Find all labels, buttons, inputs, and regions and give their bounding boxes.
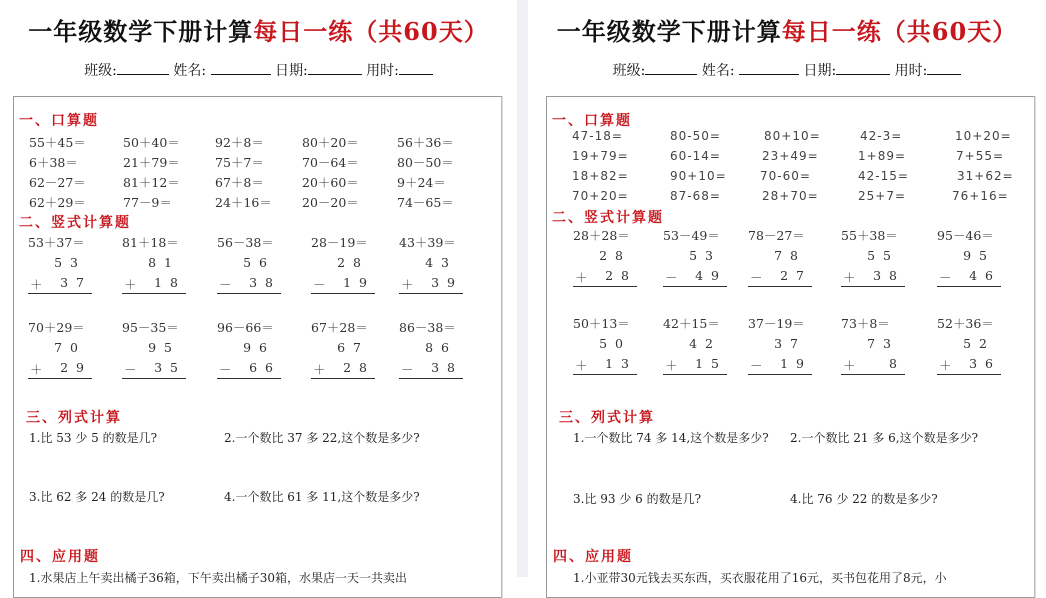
applied-question: 1.小亚带30元钱去买东西，买衣服花用了16元，买书包花用了8元，小 xyxy=(573,571,947,585)
student-info-row xyxy=(0,60,517,80)
vertical-expr: 78－27＝ xyxy=(748,228,805,243)
vertical-top: 67 xyxy=(337,340,369,355)
oral-item: 25+7= xyxy=(858,189,907,203)
date-blank[interactable] xyxy=(836,60,890,75)
oral-item: 18+82= xyxy=(572,169,629,183)
oral-item: 7+55= xyxy=(956,149,1005,163)
operator: ＋ xyxy=(124,277,137,292)
vertical-top: 42 xyxy=(689,336,721,351)
vertical-bottom: 28 xyxy=(605,268,637,283)
operator: ＋ xyxy=(939,358,952,373)
oral-item: 24＋16＝ xyxy=(215,195,272,210)
vertical-bottom-row xyxy=(217,360,281,379)
vertical-problem xyxy=(841,226,905,285)
title-highlight: 每日一练（共60天） xyxy=(253,17,489,46)
time-blank[interactable] xyxy=(927,60,961,75)
oral-item: 56＋36＝ xyxy=(397,135,454,150)
oral-item: 9＋24＝ xyxy=(397,175,446,190)
vertical-bottom: 38 xyxy=(431,360,463,375)
vertical-top: 53 xyxy=(54,255,86,270)
oral-item: 81＋12＝ xyxy=(123,175,180,190)
section-written-heading: 三、列式计算 xyxy=(26,410,122,426)
vertical-problem xyxy=(937,314,1001,373)
written-question: 1.比 53 少 5 的数是几? xyxy=(29,431,158,445)
operator: ＋ xyxy=(665,358,678,373)
name-label: 姓名: xyxy=(173,63,207,79)
vertical-top: 81 xyxy=(148,255,180,270)
vertical-bottom-row xyxy=(937,268,1001,287)
page-divider xyxy=(517,0,528,577)
page-title xyxy=(0,12,517,47)
oral-item: 55＋45＝ xyxy=(29,135,86,150)
vertical-bottom: 38 xyxy=(873,268,905,283)
vertical-bottom-row xyxy=(28,360,92,379)
date-label: 日期: xyxy=(803,63,837,79)
vertical-top: 43 xyxy=(425,255,457,270)
class-label: 班级: xyxy=(612,63,646,79)
vertical-problem xyxy=(748,226,812,285)
oral-item: 23+49= xyxy=(762,149,819,163)
written-question: 3.比 93 少 6 的数是几? xyxy=(573,492,702,506)
vertical-expr: 55＋38＝ xyxy=(841,228,898,243)
oral-item: 10+20= xyxy=(955,129,1012,143)
vertical-top: 78 xyxy=(774,248,806,263)
vertical-expr: 52＋36＝ xyxy=(937,316,994,331)
written-question: 2.一个数比 21 多 6,这个数是多少? xyxy=(790,431,979,445)
vertical-expr: 28＋28＝ xyxy=(573,228,630,243)
vertical-expr: 42＋15＝ xyxy=(663,316,720,331)
vertical-bottom: 46 xyxy=(969,268,1001,283)
oral-item: 50＋40＝ xyxy=(123,135,180,150)
vertical-expr: 95－46＝ xyxy=(937,228,994,243)
operator: － xyxy=(401,362,414,377)
vertical-problem xyxy=(122,233,186,292)
worksheet-page-2 xyxy=(528,0,1046,585)
vertical-bottom-row xyxy=(311,275,375,294)
oral-item: 70+20= xyxy=(572,189,629,203)
vertical-problem xyxy=(311,233,375,292)
vertical-bottom: 19 xyxy=(780,356,812,371)
oral-item: 80-50= xyxy=(670,129,721,143)
vertical-top: 53 xyxy=(689,248,721,263)
vertical-problem xyxy=(217,318,281,377)
section-oral-heading: 一、口算题 xyxy=(552,113,632,129)
vertical-problem xyxy=(28,233,92,292)
operator: － xyxy=(750,270,763,285)
vertical-bottom-row xyxy=(573,268,637,287)
section-applied-heading: 四、应用题 xyxy=(20,549,100,565)
time-blank[interactable] xyxy=(399,60,433,75)
oral-item: 42-3= xyxy=(860,129,903,143)
vertical-top: 52 xyxy=(963,336,995,351)
vertical-top: 56 xyxy=(243,255,275,270)
oral-item: 47-18= xyxy=(572,129,623,143)
vertical-top: 50 xyxy=(599,336,631,351)
title-main: 一年级数学下册计算 xyxy=(556,17,782,46)
vertical-expr: 81＋18＝ xyxy=(122,235,179,250)
operator: ＋ xyxy=(575,358,588,373)
vertical-problem xyxy=(748,314,812,373)
vertical-bottom: 37 xyxy=(60,275,92,290)
name-label: 姓名: xyxy=(701,63,735,79)
written-question: 1.一个数比 74 多 14,这个数是多少? xyxy=(573,431,769,445)
page-title xyxy=(528,12,1046,47)
vertical-expr: 53－49＝ xyxy=(663,228,720,243)
operator: ＋ xyxy=(313,362,326,377)
operator: － xyxy=(219,277,232,292)
oral-item: 1+89= xyxy=(858,149,907,163)
vertical-problem xyxy=(573,314,637,373)
time-label: 用时: xyxy=(366,63,399,79)
oral-item: 28+70= xyxy=(762,189,819,203)
vertical-expr: 95－35＝ xyxy=(122,320,179,335)
vertical-problem xyxy=(122,318,186,377)
vertical-expr: 86－38＝ xyxy=(399,320,456,335)
oral-item: 60-14= xyxy=(670,149,721,163)
operator: － xyxy=(124,362,137,377)
vertical-top: 37 xyxy=(774,336,806,351)
vertical-bottom: 27 xyxy=(780,268,812,283)
oral-item: 80－50＝ xyxy=(397,155,454,170)
oral-item: 90+10= xyxy=(670,169,727,183)
vertical-bottom-row xyxy=(122,360,186,379)
vertical-expr: 43＋39＝ xyxy=(399,235,456,250)
vertical-top: 55 xyxy=(867,248,899,263)
oral-item: 76+16= xyxy=(952,189,1009,203)
operator: － xyxy=(219,362,232,377)
oral-item: 87-68= xyxy=(670,189,721,203)
vertical-problem xyxy=(28,318,92,377)
vertical-top: 28 xyxy=(599,248,631,263)
vertical-bottom-row xyxy=(399,360,463,379)
vertical-bottom: 28 xyxy=(343,360,375,375)
vertical-problem xyxy=(663,314,727,373)
worksheet-page-1 xyxy=(0,0,517,585)
vertical-expr: 70＋29＝ xyxy=(28,320,85,335)
applied-question: 1.水果店上午卖出橘子36箱，下午卖出橘子30箱，水果店一天一共卖出 xyxy=(29,571,407,585)
name-blank[interactable] xyxy=(739,60,799,75)
vertical-top: 73 xyxy=(867,336,899,351)
operator: ＋ xyxy=(30,277,43,292)
vertical-expr: 50＋13＝ xyxy=(573,316,630,331)
written-question: 4.比 76 少 22 的数是多少? xyxy=(790,492,938,506)
vertical-expr: 53＋37＝ xyxy=(28,235,85,250)
operator: － xyxy=(665,270,678,285)
oral-item: 92＋8＝ xyxy=(215,135,264,150)
operator: － xyxy=(313,277,326,292)
oral-item: 70-60= xyxy=(760,169,811,183)
vertical-bottom: 36 xyxy=(969,356,1001,371)
vertical-bottom-row xyxy=(937,356,1001,375)
vertical-bottom-row xyxy=(748,356,812,375)
section-vertical-heading: 二、竖式计算题 xyxy=(19,215,131,231)
written-question: 3.比 62 多 24 的数是几? xyxy=(29,490,165,504)
date-blank[interactable] xyxy=(308,60,362,75)
date-label: 日期: xyxy=(274,63,308,79)
vertical-top: 95 xyxy=(148,340,180,355)
vertical-bottom-row xyxy=(573,356,637,375)
vertical-bottom: 29 xyxy=(60,360,92,375)
vertical-expr: 67＋28＝ xyxy=(311,320,368,335)
oral-item: 20－20＝ xyxy=(302,195,359,210)
vertical-top: 95 xyxy=(963,248,995,263)
operator: － xyxy=(750,358,763,373)
vertical-problem xyxy=(937,226,1001,285)
oral-item: 74－65＝ xyxy=(397,195,454,210)
vertical-bottom: 8 xyxy=(889,356,905,371)
vertical-expr: 96－66＝ xyxy=(217,320,274,335)
vertical-problem xyxy=(573,226,637,285)
oral-item: 20＋60＝ xyxy=(302,175,359,190)
vertical-bottom-row xyxy=(28,275,92,294)
section-oral-heading: 一、口算题 xyxy=(19,113,99,129)
oral-item: 19+79= xyxy=(572,149,629,163)
operator: ＋ xyxy=(843,358,856,373)
oral-item: 62＋29＝ xyxy=(29,195,86,210)
operator: － xyxy=(939,270,952,285)
vertical-bottom-row xyxy=(311,360,375,379)
vertical-bottom-row xyxy=(122,275,186,294)
oral-item: 62－27＝ xyxy=(29,175,86,190)
vertical-bottom: 38 xyxy=(249,275,281,290)
vertical-top: 96 xyxy=(243,340,275,355)
vertical-top: 70 xyxy=(54,340,86,355)
oral-item: 75＋7＝ xyxy=(215,155,264,170)
vertical-bottom: 18 xyxy=(154,275,186,290)
vertical-bottom-row xyxy=(841,268,905,287)
oral-item: 31+62= xyxy=(957,169,1014,183)
vertical-bottom: 19 xyxy=(343,275,375,290)
vertical-bottom-row xyxy=(663,356,727,375)
vertical-problem xyxy=(217,233,281,292)
oral-item: 6＋38＝ xyxy=(29,155,78,170)
operator: ＋ xyxy=(843,270,856,285)
vertical-bottom-row xyxy=(399,275,463,294)
vertical-top: 28 xyxy=(337,255,369,270)
vertical-bottom-row xyxy=(748,268,812,287)
vertical-expr: 73＋8＝ xyxy=(841,316,890,331)
vertical-bottom: 66 xyxy=(249,360,281,375)
vertical-problem xyxy=(311,318,375,377)
vertical-problem xyxy=(399,318,463,377)
vertical-expr: 28－19＝ xyxy=(311,235,368,250)
oral-item: 80+10= xyxy=(764,129,821,143)
vertical-bottom: 15 xyxy=(695,356,727,371)
title-highlight: 每日一练（共60天） xyxy=(781,17,1018,46)
vertical-bottom-row xyxy=(841,356,905,375)
oral-item: 42-15= xyxy=(858,169,909,183)
vertical-expr: 37－19＝ xyxy=(748,316,805,331)
oral-item: 80＋20＝ xyxy=(302,135,359,150)
vertical-expr: 56－38＝ xyxy=(217,235,274,250)
vertical-problem xyxy=(399,233,463,292)
written-question: 2.一个数比 37 多 22,这个数是多少? xyxy=(224,431,420,445)
section-written-heading: 三、列式计算 xyxy=(559,410,655,426)
operator: ＋ xyxy=(30,362,43,377)
vertical-bottom: 35 xyxy=(154,360,186,375)
written-question: 4.一个数比 61 多 11,这个数是多少? xyxy=(224,490,420,504)
operator: ＋ xyxy=(575,270,588,285)
oral-item: 70－64＝ xyxy=(302,155,359,170)
vertical-bottom-row xyxy=(217,275,281,294)
oral-item: 67＋8＝ xyxy=(215,175,264,190)
operator: ＋ xyxy=(401,277,414,292)
vertical-problem xyxy=(841,314,905,373)
vertical-bottom: 49 xyxy=(695,268,727,283)
class-blank[interactable] xyxy=(117,60,169,75)
section-vertical-heading: 二、竖式计算题 xyxy=(552,210,664,226)
class-blank[interactable] xyxy=(645,60,697,75)
title-main: 一年级数学下册计算 xyxy=(28,17,254,46)
vertical-bottom: 39 xyxy=(431,275,463,290)
time-label: 用时: xyxy=(894,63,928,79)
vertical-problem xyxy=(663,226,727,285)
oral-item: 21＋79＝ xyxy=(123,155,180,170)
oral-item: 77－9＝ xyxy=(123,195,172,210)
section-applied-heading: 四、应用题 xyxy=(553,549,633,565)
vertical-bottom-row xyxy=(663,268,727,287)
vertical-bottom: 13 xyxy=(605,356,637,371)
class-label: 班级: xyxy=(84,63,117,79)
name-blank[interactable] xyxy=(211,60,271,75)
vertical-top: 86 xyxy=(425,340,457,355)
student-info-row xyxy=(528,60,1046,80)
